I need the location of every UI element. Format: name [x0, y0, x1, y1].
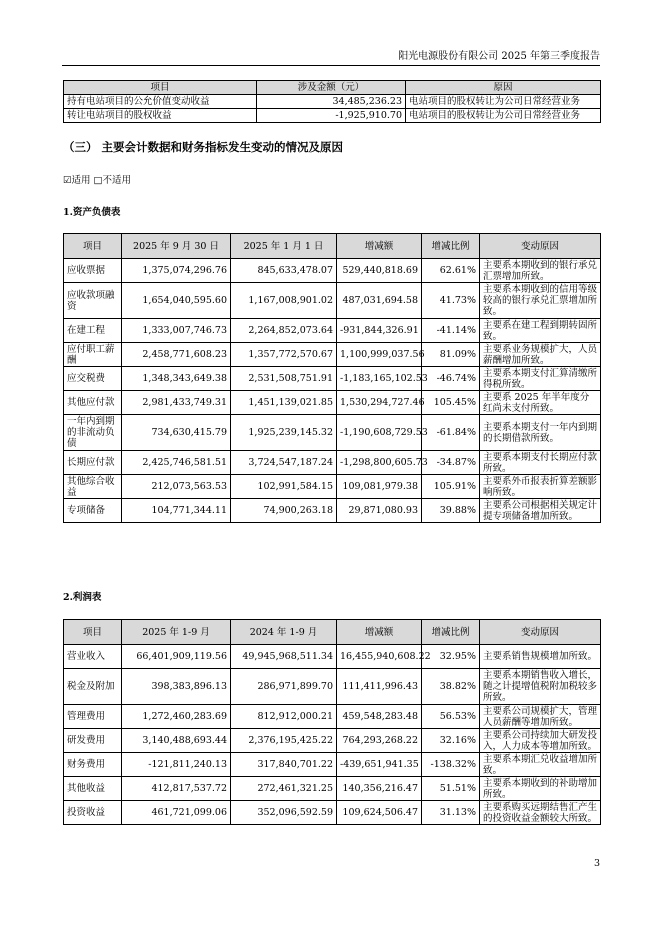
table-row [64, 753, 601, 777]
table-row [64, 475, 601, 499]
current-value-cell: 3,140,488,693.44 [122, 729, 231, 753]
column-header: 2025 年 1-9 月 [122, 620, 231, 645]
change-amount-cell: 1,100,999,037.56 [337, 343, 422, 367]
table-row [64, 451, 601, 475]
reason-cell: 主要系业务规模扩大，人员薪酬增加所致。 [480, 343, 601, 367]
item-cell: 转让电站项目的股权收益 [64, 109, 257, 123]
change-percent-cell: 81.09% [422, 343, 480, 367]
change-amount-cell: 459,548,283.48 [337, 705, 422, 729]
table-row [64, 415, 601, 451]
income-statement-table [63, 619, 601, 825]
change-percent-cell: 105.91% [422, 475, 480, 499]
change-percent-cell: 105.45% [422, 391, 480, 415]
change-amount-cell: -439,651,941.35 [337, 753, 422, 777]
balance-sheet-title: 1.资产负债表 [63, 207, 121, 218]
previous-value-cell: 845,633,478.07 [231, 259, 337, 283]
change-amount-cell: 529,440,818.69 [337, 259, 422, 283]
column-header: 涉及金额（元） [257, 81, 406, 95]
column-header: 变动原因 [480, 234, 601, 259]
previous-value-cell: 1,925,239,145.32 [231, 415, 337, 451]
column-header: 增减额 [337, 620, 422, 645]
applicability-checkbox: ☑适用 □不适用 [63, 175, 132, 186]
current-value-cell: 734,630,415.79 [122, 415, 231, 451]
current-value-cell: 412,817,537.72 [122, 777, 231, 801]
item-cell: 研发费用 [64, 729, 122, 753]
column-header: 2025 年 9 月 30 日 [122, 234, 231, 259]
current-value-cell: 104,771,344.11 [122, 499, 231, 523]
amount-cell: 34,485,236.23 [257, 95, 406, 109]
reason-cell: 主要系在建工程到期转固所致。 [480, 319, 601, 343]
table-row [64, 801, 601, 825]
change-amount-cell: 1,530,294,727.46 [337, 391, 422, 415]
table-row [64, 669, 601, 705]
item-cell: 一年内到期的非流动负债 [64, 415, 122, 451]
change-percent-cell: 62.61% [422, 259, 480, 283]
reason-cell: 主要系本期汇兑收益增加所致。 [480, 753, 601, 777]
reason-cell: 主要系销售规模增加所致。 [480, 645, 601, 669]
current-value-cell: -121,811,240.13 [122, 753, 231, 777]
item-cell: 营业收入 [64, 645, 122, 669]
current-value-cell: 1,654,040,595.60 [122, 283, 231, 319]
previous-value-cell: 286,971,899.70 [231, 669, 337, 705]
change-amount-cell: -1,190,608,729.53 [337, 415, 422, 451]
current-value-cell: 2,458,771,608.23 [122, 343, 231, 367]
item-cell: 持有电站项目的公允价值变动收益 [64, 95, 257, 109]
column-header: 增减比例 [422, 620, 480, 645]
previous-value-cell: 102,991,584.15 [231, 475, 337, 499]
change-percent-cell: -61.84% [422, 415, 480, 451]
header-divider [62, 65, 600, 66]
report-header: 阳光电源股份有限公司 2025 年第三季度报告 [398, 51, 600, 62]
column-header: 项目 [64, 620, 122, 645]
change-amount-cell: 140,356,216.47 [337, 777, 422, 801]
current-value-cell: 212,073,563.53 [122, 475, 231, 499]
previous-value-cell: 1,357,772,570.67 [231, 343, 337, 367]
item-cell: 应付职工薪酬 [64, 343, 122, 367]
table-row [64, 343, 601, 367]
amount-cell: -1,925,910.70 [257, 109, 406, 123]
reason-cell: 主要系外币报表折算差额影响所致。 [480, 475, 601, 499]
current-value-cell: 1,375,074,296.76 [122, 259, 231, 283]
reason-cell: 主要系本期收到的信用等级较高的银行承兑汇票增加所致。 [480, 283, 601, 319]
change-amount-cell: 29,871,080.93 [337, 499, 422, 523]
reason-cell: 主要系公司持续加大研发投入，人力成本等增加所致。 [480, 729, 601, 753]
item-cell: 专项储备 [64, 499, 122, 523]
previous-value-cell: 2,531,508,751.91 [231, 367, 337, 391]
previous-value-cell: 3,724,547,187.24 [231, 451, 337, 475]
previous-value-cell: 2,376,195,425.22 [231, 729, 337, 753]
reason-cell: 主要系购买远期结售汇产生的投资收益金额较大所致。 [480, 801, 601, 825]
item-cell: 其他收益 [64, 777, 122, 801]
page-number: 3 [593, 858, 600, 869]
current-value-cell: 398,383,896.13 [122, 669, 231, 705]
current-value-cell: 1,272,460,283.69 [122, 705, 231, 729]
table-row [64, 109, 601, 123]
item-cell: 投资收益 [64, 801, 122, 825]
reason-cell: 电站项目的股权转让为公司日常经营业务 [406, 95, 601, 109]
current-value-cell: 1,348,343,649.38 [122, 367, 231, 391]
current-value-cell: 66,401,909,119.56 [122, 645, 231, 669]
change-percent-cell: 38.82% [422, 669, 480, 705]
table-header-row [64, 620, 601, 645]
change-amount-cell: 109,081,979.38 [337, 475, 422, 499]
previous-value-cell: 1,451,139,021.85 [231, 391, 337, 415]
change-percent-cell: -46.74% [422, 367, 480, 391]
change-percent-cell: 39.88% [422, 499, 480, 523]
reason-cell: 主要系本期支付长期应付款所致。 [480, 451, 601, 475]
table-row [64, 259, 601, 283]
item-cell: 应收款项融资 [64, 283, 122, 319]
table-row [64, 777, 601, 801]
table-row [64, 729, 601, 753]
item-cell: 长期应付款 [64, 451, 122, 475]
change-percent-cell: 41.73% [422, 283, 480, 319]
change-amount-cell: 109,624,506.47 [337, 801, 422, 825]
change-percent-cell: 32.16% [422, 729, 480, 753]
reason-cell: 主要系本期收到的补助增加所致。 [480, 777, 601, 801]
table-header-row [64, 234, 601, 259]
reason-cell: 主要系本期支付一年内到期的长期借款所致。 [480, 415, 601, 451]
column-header: 增减比例 [422, 234, 480, 259]
change-amount-cell: -1,183,165,102.53 [337, 367, 422, 391]
table-row [64, 283, 601, 319]
previous-value-cell: 317,840,701.22 [231, 753, 337, 777]
item-cell: 应交税费 [64, 367, 122, 391]
income-statement-title: 2.利润表 [63, 592, 102, 603]
column-header: 2025 年 1 月 1 日 [231, 234, 337, 259]
fair-value-table [63, 80, 601, 123]
item-cell: 其他综合收益 [64, 475, 122, 499]
item-cell: 管理费用 [64, 705, 122, 729]
previous-value-cell: 74,900,263.18 [231, 499, 337, 523]
column-header: 增减额 [337, 234, 422, 259]
column-header: 原因 [406, 81, 601, 95]
item-cell: 财务费用 [64, 753, 122, 777]
reason-cell: 主要系本期收到的银行承兑汇票增加所致。 [480, 259, 601, 283]
column-header: 项目 [64, 234, 122, 259]
table-row [64, 705, 601, 729]
change-amount-cell: 111,411,996.43 [337, 669, 422, 705]
previous-value-cell: 1,167,008,901.02 [231, 283, 337, 319]
change-amount-cell: -931,844,326.91 [337, 319, 422, 343]
change-percent-cell: 32.95% [422, 645, 480, 669]
reason-cell: 主要系本期支付汇算清缴所得税所致。 [480, 367, 601, 391]
column-header: 2024 年 1-9 月 [231, 620, 337, 645]
change-amount-cell: 764,293,268.22 [337, 729, 422, 753]
balance-sheet-table [63, 233, 601, 523]
reason-cell: 主要系本期销售收入增长，随之计提增值税附加税较多所致。 [480, 669, 601, 705]
section-title: （三） 主要会计数据和财务指标发生变动的情况及原因 [63, 140, 344, 154]
item-cell: 应收票据 [64, 259, 122, 283]
previous-value-cell: 812,912,000.21 [231, 705, 337, 729]
previous-value-cell: 49,945,968,511.34 [231, 645, 337, 669]
change-percent-cell: 31.13% [422, 801, 480, 825]
table-row [64, 367, 601, 391]
previous-value-cell: 2,264,852,073.64 [231, 319, 337, 343]
change-percent-cell: 56.53% [422, 705, 480, 729]
item-cell: 税金及附加 [64, 669, 122, 705]
reason-cell: 电站项目的股权转让为公司日常经营业务 [406, 109, 601, 123]
previous-value-cell: 272,461,321.25 [231, 777, 337, 801]
change-percent-cell: -41.14% [422, 319, 480, 343]
change-percent-cell: -34.87% [422, 451, 480, 475]
item-cell: 在建工程 [64, 319, 122, 343]
reason-cell: 主要系公司规模扩大，管理人员薪酬等增加所致。 [480, 705, 601, 729]
table-header-row [64, 81, 601, 95]
change-percent-cell: -138.32% [422, 753, 480, 777]
current-value-cell: 2,425,746,581.51 [122, 451, 231, 475]
change-amount-cell: 487,031,694.58 [337, 283, 422, 319]
change-amount-cell: -1,298,800,605.73 [337, 451, 422, 475]
column-header: 项目 [64, 81, 257, 95]
reason-cell: 主要系 2025 年半年度分红尚未支付所致。 [480, 391, 601, 415]
previous-value-cell: 352,096,592.59 [231, 801, 337, 825]
change-amount-cell: 16,455,940,608.22 [337, 645, 422, 669]
table-row [64, 499, 601, 523]
table-row [64, 95, 601, 109]
current-value-cell: 2,981,433,749.31 [122, 391, 231, 415]
table-row [64, 645, 601, 669]
table-row [64, 391, 601, 415]
change-percent-cell: 51.51% [422, 777, 480, 801]
column-header: 变动原因 [480, 620, 601, 645]
table-row [64, 319, 601, 343]
current-value-cell: 1,333,007,746.73 [122, 319, 231, 343]
item-cell: 其他应付款 [64, 391, 122, 415]
reason-cell: 主要系公司根据相关规定计提专项储备增加所致。 [480, 499, 601, 523]
current-value-cell: 461,721,099.06 [122, 801, 231, 825]
